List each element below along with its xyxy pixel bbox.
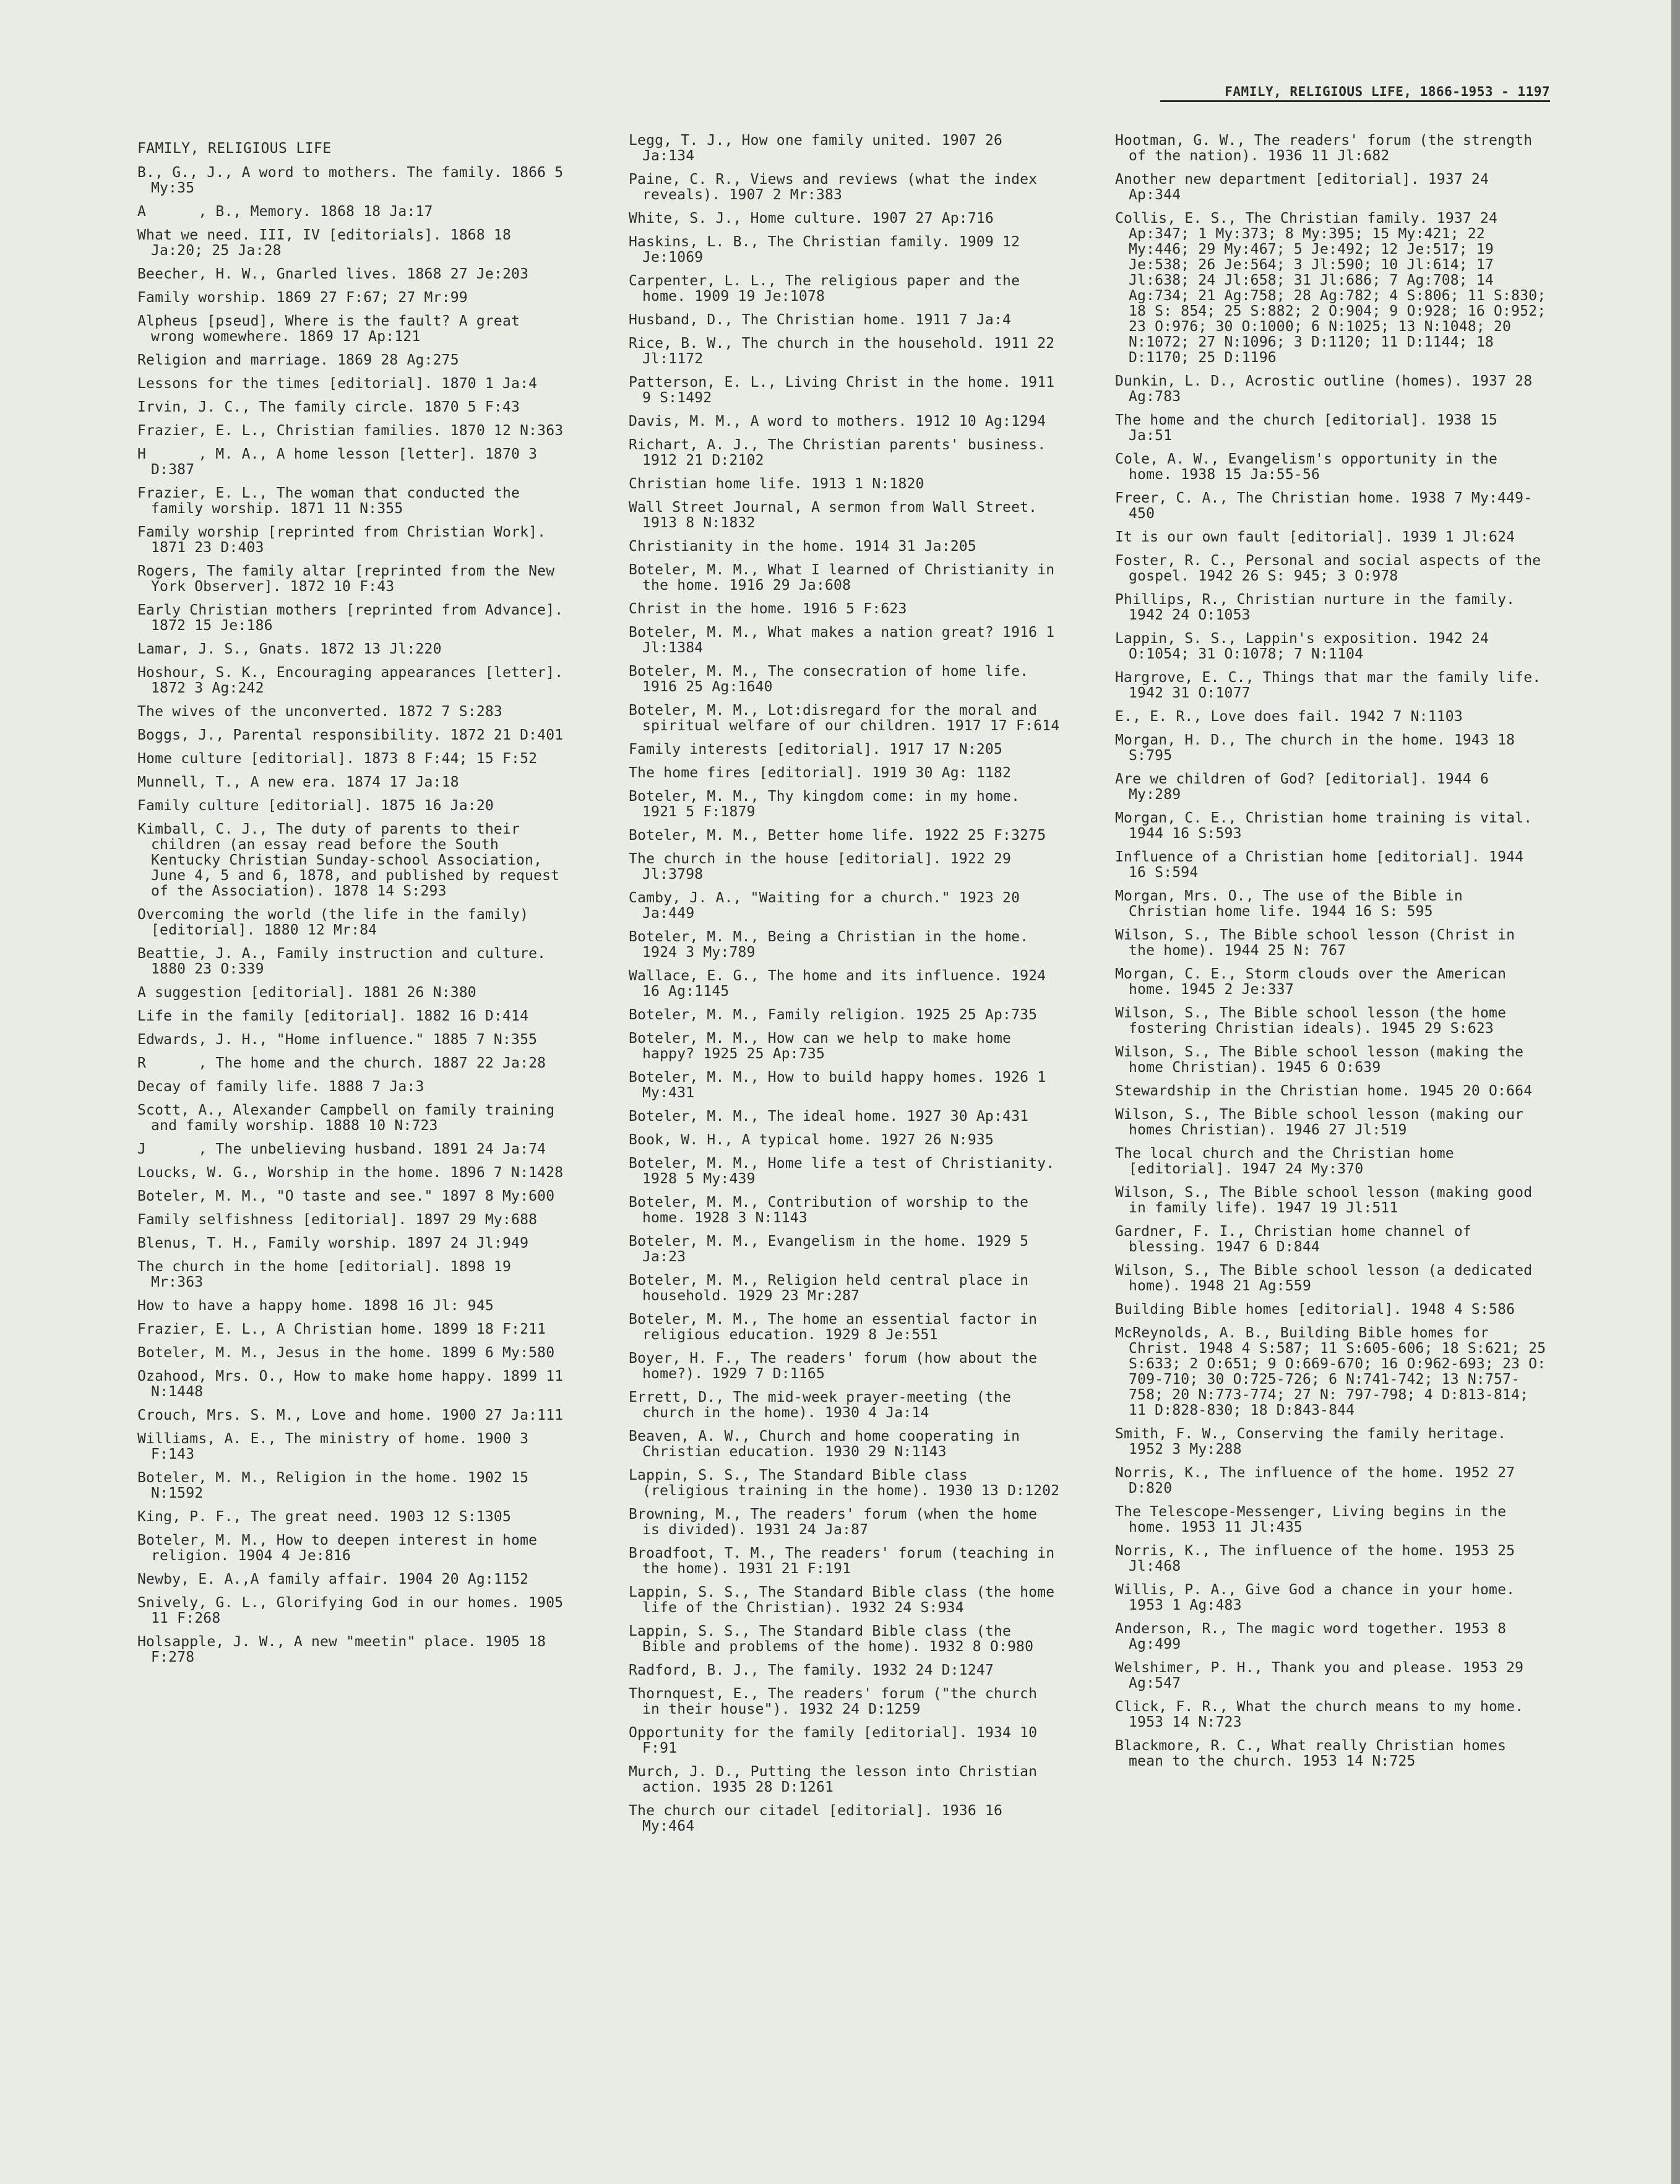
index-entry: Loucks, W. G., Worship in the home. 1896 7 N:1428 [137, 1165, 564, 1181]
index-entry: Boteler, M. M., Better home life. 1922 25 F:3275 [629, 827, 1046, 844]
index-entry: Norris, K., The influence of the home. 1953 25 Jl:468 [1115, 1543, 1524, 1574]
index-entry: Beaven, A. W., Church and home cooperating in Christian education. 1930 29 N:1143 [629, 1428, 1029, 1460]
index-entry: The wives of the unconverted. 1872 7 S:283 [137, 704, 502, 720]
index-entry: Lappin, S. S., Lappin's exposition. 1942 24 O:1054; 31 O:1078; 7 N:1104 [1115, 631, 1498, 662]
index-entry: Richart, A. J., The Christian parents' business. 1912 21 D:2102 [629, 437, 1055, 468]
index-entry: Boteler, M. M., The home an essential factor in religious education. 1929 8 Je:551 [629, 1311, 1046, 1343]
index-entry: Davis, M. M., A word to mothers. 1912 10 Ag:1294 [629, 413, 1046, 429]
index-entry: Wallace, E. G., The home and its influence. 1924 16 Ag:1145 [629, 968, 1055, 999]
index-entry: Boteler, M. M., The consecration of home life. 1916 25 Ag:1640 [629, 663, 1038, 695]
index-entry: Family interests [editorial]. 1917 17 N:205 [629, 741, 1003, 757]
index-entry: Influence of a Christian home [editorial]. 1944 16 S:594 [1115, 849, 1533, 881]
index-entry: Home culture [editorial]. 1873 8 F:44; 15 F:52 [137, 751, 538, 767]
entry-list [137, 165, 571, 1665]
index-entry: Christianity in the home. 1914 31 Ja:205 [629, 538, 976, 555]
index-entry: Holsapple, J. W., A new "meetin" place. 1905 18 F:278 [137, 1634, 555, 1665]
index-entry: Lappin, S. S., The Standard Bible class (the home life of the Christian). 1932 24 S:934 [629, 1584, 1064, 1616]
index-entry: The Telescope-Messenger, Living begins in the home. 1953 11 Jl:435 [1115, 1504, 1515, 1535]
index-entry: Family selfishness [editorial]. 1897 29 My:688 [137, 1212, 538, 1228]
index-entry: Wilson, S., The Bible school lesson (making the home Christian). 1945 6 O:639 [1115, 1044, 1533, 1076]
index-entry: Snively, G. L., Glorifying God in our homes. 1905 11 F:268 [137, 1595, 572, 1626]
index-entry: Boteler, M. M., Family religion. 1925 25 Ap:735 [629, 1007, 1038, 1023]
index-entry: Browning, M., The readers' forum (when the home is divided). 1931 24 Ja:87 [629, 1506, 1046, 1538]
index-entry: Broadfoot, T. M., The readers' forum (teaching in the home). 1931 21 F:191 [629, 1545, 1064, 1577]
index-entry: Boteler, M. M., The ideal home. 1927 30 Ap:431 [629, 1108, 1029, 1124]
index-entry: Anderson, R., The magic word together. 1953 8 Ag:499 [1115, 1621, 1515, 1652]
index-entry: Lappin, S. S., The Standard Bible class (the Bible and problems of the home). 1932 8 O:980 [629, 1623, 1034, 1655]
index-entry: Morgan, Mrs. O., The use of the Bible in Christian home life. 1944 16 S: 595 [1115, 888, 1471, 920]
index-entry: Early Christian mothers [reprinted from Advance]. 1872 15 Je:186 [137, 602, 572, 634]
index-entry: Crouch, Mrs. S. M., Love and home. 1900 27 Ja:111 [137, 1407, 564, 1423]
index-entry: Radford, B. J., The family. 1932 24 D:1247 [629, 1662, 994, 1678]
index-entry: Beecher, H. W., Gnarled lives. 1868 27 Je:203 [137, 266, 529, 282]
index-entry: R , The home and the church. 1887 22 Ja:28 [137, 1055, 546, 1071]
index-entry: Dunkin, L. D., Acrostic outline (homes). 1937 28 Ag:783 [1115, 373, 1541, 405]
index-entry: Murch, J. D., Putting the lesson into Christian action. 1935 28 D:1261 [629, 1764, 1046, 1795]
index-entry: Irvin, J. C., The family circle. 1870 5 F:43 [137, 399, 520, 415]
index-entry: Frazier, E. L., A Christian home. 1899 18 F:211 [137, 1321, 546, 1337]
index-entry: Book, W. H., A typical home. 1927 26 N:935 [629, 1132, 994, 1148]
index-entry: Boteler, M. M., Home life a test of Christianity. 1928 5 My:439 [629, 1155, 1064, 1187]
index-entry: Thornquest, E., The readers' forum ("the church in their house"). 1932 24 D:1259 [629, 1686, 1046, 1717]
index-entry: Wilson, S., The Bible school lesson (the home fostering Christian ideals). 1945 29 S:623 [1115, 1005, 1515, 1037]
index-entry: Life in the family [editorial]. 1882 16 D:414 [137, 1008, 529, 1024]
index-entry: Legg, T. J., How one family united. 1907 26 Ja:134 [629, 132, 1012, 164]
running-header: FAMILY, RELIGIOUS LIFE, 1866-1953 - 1197 [1160, 84, 1550, 102]
index-entry: Smith, F. W., Conserving the family heritage. 1952 3 My:288 [1115, 1426, 1515, 1457]
index-entry: Building Bible homes [editorial]. 1948 4 S:586 [1115, 1301, 1515, 1318]
index-entry: It is our own fault [editorial]. 1939 1 Jl:624 [1115, 529, 1515, 545]
index-entry: Haskins, L. B., The Christian family. 1909 12 Je:1069 [629, 234, 1029, 265]
index-entry: Wall Street Journal, A sermon from Wall Street. 1913 8 N:1832 [629, 499, 1046, 531]
index-entry: The church our citadel [editorial]. 1936 16 My:464 [629, 1803, 1012, 1834]
index-entry: Lamar, J. S., Gnats. 1872 13 Jl:220 [137, 641, 442, 657]
index-entry: Boteler, M. M., Religion in the home. 1902 15 N:1592 [137, 1470, 538, 1501]
index-entry: Ozahood, Mrs. O., How to make home happy. 1899 11 N:1448 [137, 1368, 572, 1400]
index-entry: Morgan, C. E., Storm clouds over the American home. 1945 2 Je:337 [1115, 966, 1515, 998]
index-entry: Norris, K., The influence of the home. 1952 27 D:820 [1115, 1465, 1524, 1496]
index-entry: Opportunity for the family [editorial]. 1934 10 F:91 [629, 1725, 1046, 1756]
index-entry: Wilson, S., The Bible school lesson (Christ in the home). 1944 25 N: 767 [1115, 927, 1524, 959]
index-entry: E., E. R., Love does fail. 1942 7 N:1103 [1115, 709, 1463, 725]
index-entry: The local church and the Christian home [editorial]. 1947 24 My:370 [1115, 1146, 1463, 1177]
index-entry: Welshimer, P. H., Thank you and please. 1953 29 Ag:547 [1115, 1660, 1533, 1691]
index-entry: B., G., J., A word to mothers. The family. 1866 5 My:35 [137, 165, 572, 196]
index-column-2 [629, 133, 1062, 1842]
index-entry: Another new department [editorial]. 1937 24 Ap:344 [1115, 171, 1498, 203]
index-entry: White, S. J., Home culture. 1907 27 Ap:716 [629, 210, 994, 227]
index-entry: A , B., Memory. 1868 18 Ja:17 [137, 204, 433, 220]
index-column-1 [137, 141, 571, 1673]
index-entry: Rogers, The family altar [reprinted from the New York Observer]. 1872 10 F:43 [137, 563, 564, 595]
index-entry: Decay of family life. 1888 7 Ja:3 [137, 1079, 424, 1095]
index-entry: Are we children of God? [editorial]. 1944 6 My:289 [1115, 771, 1498, 803]
index-entry: Camby, J. A., "Waiting for a church." 1923 20 Ja:449 [629, 890, 1029, 922]
index-entry: Wilson, S., The Bible school lesson (a dedicated home). 1948 21 Ag:559 [1115, 1262, 1541, 1294]
index-entry: Morgan, C. E., Christian home training is vital. 1944 16 S:593 [1115, 810, 1541, 842]
index-entry: Willis, P. A., Give God a chance in your home. 1953 1 Ag:483 [1115, 1582, 1524, 1613]
index-entry: Edwards, J. H., "Home influence." 1885 7 N:355 [137, 1032, 538, 1048]
entry-list [1115, 132, 1555, 1769]
index-entry: Newby, E. A.,A family affair. 1904 20 Ag:1152 [137, 1571, 529, 1587]
index-entry: Morgan, H. D., The church in the home. 1943 18 S:795 [1115, 732, 1524, 764]
entry-list [629, 133, 1062, 1834]
index-entry: Beattie, J. A., Family instruction and culture. 1880 23 O:339 [137, 946, 555, 977]
index-entry: A suggestion [editorial]. 1881 26 N:380 [137, 985, 476, 1001]
index-entry: Husband, D., The Christian home. 1911 7 Ja:4 [629, 312, 1012, 328]
index-entry: Stewardship in the Christian home. 1945 20 O:664 [1115, 1083, 1533, 1099]
index-entry: Boteler, M. M., Jesus in the home. 1899 6 My:580 [137, 1345, 555, 1361]
index-entry: Carpenter, L. L., The religious paper and the home. 1909 19 Je:1078 [629, 273, 1029, 304]
index-entry: Kimball, C. J., The duty of parents to their children (an essay read before the South Kentucky Christian Sunday-school Association, June 4, 5 and 6, 1878, and published by request of the Association). 1878 14 S:293 [137, 821, 569, 899]
index-entry: Foster, R. C., Personal and social aspects of the gospel. 1942 26 S: 945; 3 O:978 [1115, 553, 1550, 584]
page-edge [1671, 0, 1680, 2184]
index-entry: Collis, E. S., The Christian family. 1937 24 Ap:347; 1 My:373; 8 My:395; 15 My:421; 22 My:446; 29 My:467; 5 Je:492; 12 Je:517; 19 Je:538; 26 Je:564; 3 Jl:590; 10 Jl:614; 17 Jl:638; 24 Jl:658; 31 Jl:686; 7 Ag:708; 14 Ag:734; 21 Ag:758; 28 Ag:782; 4 S:806; 11 S:830; 18 S: 854; 25 S:882; 2 O:904; 9 O:928; 16 O:952; 23 O:976; 30 O:1000; 6 N:1025; 13 N:1048; 20 N:1072; 27 N:1096; 3 D:1120; 11 D:1144; 18 D:1170; 25 D:1196 [1115, 210, 1555, 366]
index-entry: H , M. A., A home lesson [letter]. 1870 3 D:387 [137, 446, 546, 478]
index-entry: Christ in the home. 1916 5 F:623 [629, 601, 907, 617]
index-entry: Cole, A. W., Evangelism's opportunity in the home. 1938 15 Ja:55-56 [1115, 451, 1507, 483]
index-entry: The church in the house [editorial]. 1922 29 Jl:3798 [629, 851, 1020, 883]
index-entry: Blackmore, R. C., What really Christian homes mean to the church. 1953 14 N:725 [1115, 1738, 1515, 1769]
index-entry: Boteler, M. M., What makes a nation great? 1916 1 Jl:1384 [629, 624, 1064, 656]
index-entry: Boteler, M. M., "O taste and see." 1897 8 My:600 [137, 1188, 555, 1204]
index-entry: Gardner, F. I., Christian home channel of blessing. 1947 6 D:844 [1115, 1224, 1480, 1255]
index-entry: Boteler, M. M., Religion held central place in household. 1929 23 Mr:287 [629, 1272, 1038, 1304]
index-entry: McReynolds, A. B., Building Bible homes for Christ. 1948 4 S:587; 11 S:605-606; 18 S:621; 25 S:633; 2 O:651; 9 O:669-670; 16 O:962-693; 23 O: 709-710; 30 O:725-726; 6 N:741-742; 13 N:757-758; 20 N:773-774; 27 N: 797-798; 4 D:813-814; 11 D:828-830; 18 D:843-844 [1115, 1325, 1555, 1418]
index-entry: Overcoming the world (the life in the family) [editorial]. 1880 12 Mr:84 [137, 907, 538, 938]
index-entry: Frazier, E. L., The woman that conducted the family worship. 1871 11 N:355 [137, 485, 529, 517]
index-entry: Christian home life. 1913 1 N:1820 [629, 476, 924, 492]
index-entry: Errett, D., The mid-week prayer-meeting (the church in the home). 1930 4 Ja:14 [629, 1389, 1020, 1421]
index-entry: Boteler, M. M., Evangelism in the home. 1929 5 Ja:23 [629, 1233, 1038, 1265]
index-entry: King, P. F., The great need. 1903 12 S:1305 [137, 1509, 512, 1525]
index-entry: Lessons for the times [editorial]. 1870 1 Ja:4 [137, 376, 538, 392]
index-entry: Wilson, S., The Bible school lesson (making good in family life). 1947 19 Jl:511 [1115, 1185, 1541, 1216]
index-entry: Family worship. 1869 27 F:67; 27 Mr:99 [137, 290, 468, 306]
index-entry: Boyer, H. F., The readers' forum (how about the home?). 1929 7 D:1165 [629, 1350, 1046, 1382]
index-entry: Wilson, S., The Bible school lesson (making our homes Christian). 1946 27 Jl:519 [1115, 1107, 1533, 1138]
index-entry: The home and the church [editorial]. 1938 15 Ja:51 [1115, 412, 1507, 444]
section-heading: FAMILY, RELIGIOUS LIFE [137, 140, 332, 157]
index-entry: Blenus, T. H., Family worship. 1897 24 Jl:949 [137, 1235, 529, 1251]
index-entry: Hootman, G. W., The readers' forum (the strength of the nation). 1936 11 Jl:682 [1115, 132, 1541, 164]
index-entry: Family culture [editorial]. 1875 16 Ja:20 [137, 798, 494, 814]
index-entry: The home fires [editorial]. 1919 30 Ag: 1182 [629, 765, 1012, 781]
index-entry: Patterson, E. L., Living Christ in the home. 1911 9 S:1492 [629, 374, 1064, 406]
index-entry: Religion and marriage. 1869 28 Ag:275 [137, 352, 459, 368]
index-entry: Boteler, M. M., Being a Christian in the home. 1924 3 My:789 [629, 929, 1038, 960]
index-entry: Lappin, S. S., The Standard Bible class (religious training in the home). 1930 13 D:1202 [629, 1467, 1060, 1499]
index-entry: Hoshour, S. K., Encouraging appearances [letter]. 1872 3 Ag:242 [137, 665, 572, 696]
index-entry: Family worship [reprinted from Christian Work]. 1871 23 D:403 [137, 524, 555, 556]
index-entry: What we need. III, IV [editorials]. 1868 18 Ja:20; 25 Ja:28 [137, 227, 520, 259]
index-entry: Munnell, T., A new era. 1874 17 Ja:18 [137, 774, 459, 790]
index-entry: Scott, A., Alexander Campbell on family training and family worship. 1888 10 N:723 [137, 1102, 564, 1134]
index-entry: How to have a happy home. 1898 16 Jl: 945 [137, 1298, 494, 1314]
index-entry: Click, F. R., What the church means to my home. 1953 14 N:723 [1115, 1699, 1533, 1730]
index-entry: Boteler, M. M., Thy kingdom come: in my home. 1921 5 F:1879 [629, 788, 1029, 820]
index-entry: Hargrove, E. C., Things that mar the family life. 1942 31 O:1077 [1115, 670, 1550, 701]
index-entry: Freer, C. A., The Christian home. 1938 7 My:449-450 [1115, 490, 1533, 522]
index-entry: J , The unbelieving husband. 1891 24 Ja:74 [137, 1141, 546, 1157]
index-entry: Boteler, M. M., Lot:disregard for the moral and spiritual welfare of our children. 1917 17 F:614 [629, 702, 1060, 734]
index-entry: Alpheus [pseud], Where is the fault? A great wrong womewhere. 1869 17 Ap:121 [137, 313, 529, 345]
index-entry: Williams, A. E., The ministry of home. 1900 3 F:143 [137, 1431, 538, 1462]
index-entry: Boteler, M. M., What I learned of Christianity in the home. 1916 29 Ja:608 [629, 562, 1064, 593]
index-entry: Paine, C. R., Views and reviews (what the index reveals). 1907 2 Mr:383 [629, 171, 1046, 203]
index-entry: Boteler, M. M., How can we help to make home happy? 1925 25 Ap:735 [629, 1030, 1020, 1062]
index-entry: Phillips, R., Christian nurture in the family. 1942 24 O:1053 [1115, 592, 1524, 623]
index-entry: Boteler, M. M., How to deepen interest in home religion. 1904 4 Je:816 [137, 1532, 546, 1564]
index-entry: Boteler, M. M., Contribution of worship to the home. 1928 3 N:1143 [629, 1194, 1038, 1226]
index-column-3 [1115, 132, 1555, 1777]
index-entry: Rice, B. W., The church in the household. 1911 22 Jl:1172 [629, 335, 1064, 367]
index-entry: The church in the home [editorial]. 1898 19 Mr:363 [137, 1259, 520, 1290]
index-entry: Boggs, J., Parental responsibility. 1872 21 D:401 [137, 727, 564, 743]
index-entry: Boteler, M. M., How to build happy homes. 1926 1 My:431 [629, 1069, 1055, 1101]
index-entry: Frazier, E. L., Christian families. 1870 12 N:363 [137, 423, 564, 439]
